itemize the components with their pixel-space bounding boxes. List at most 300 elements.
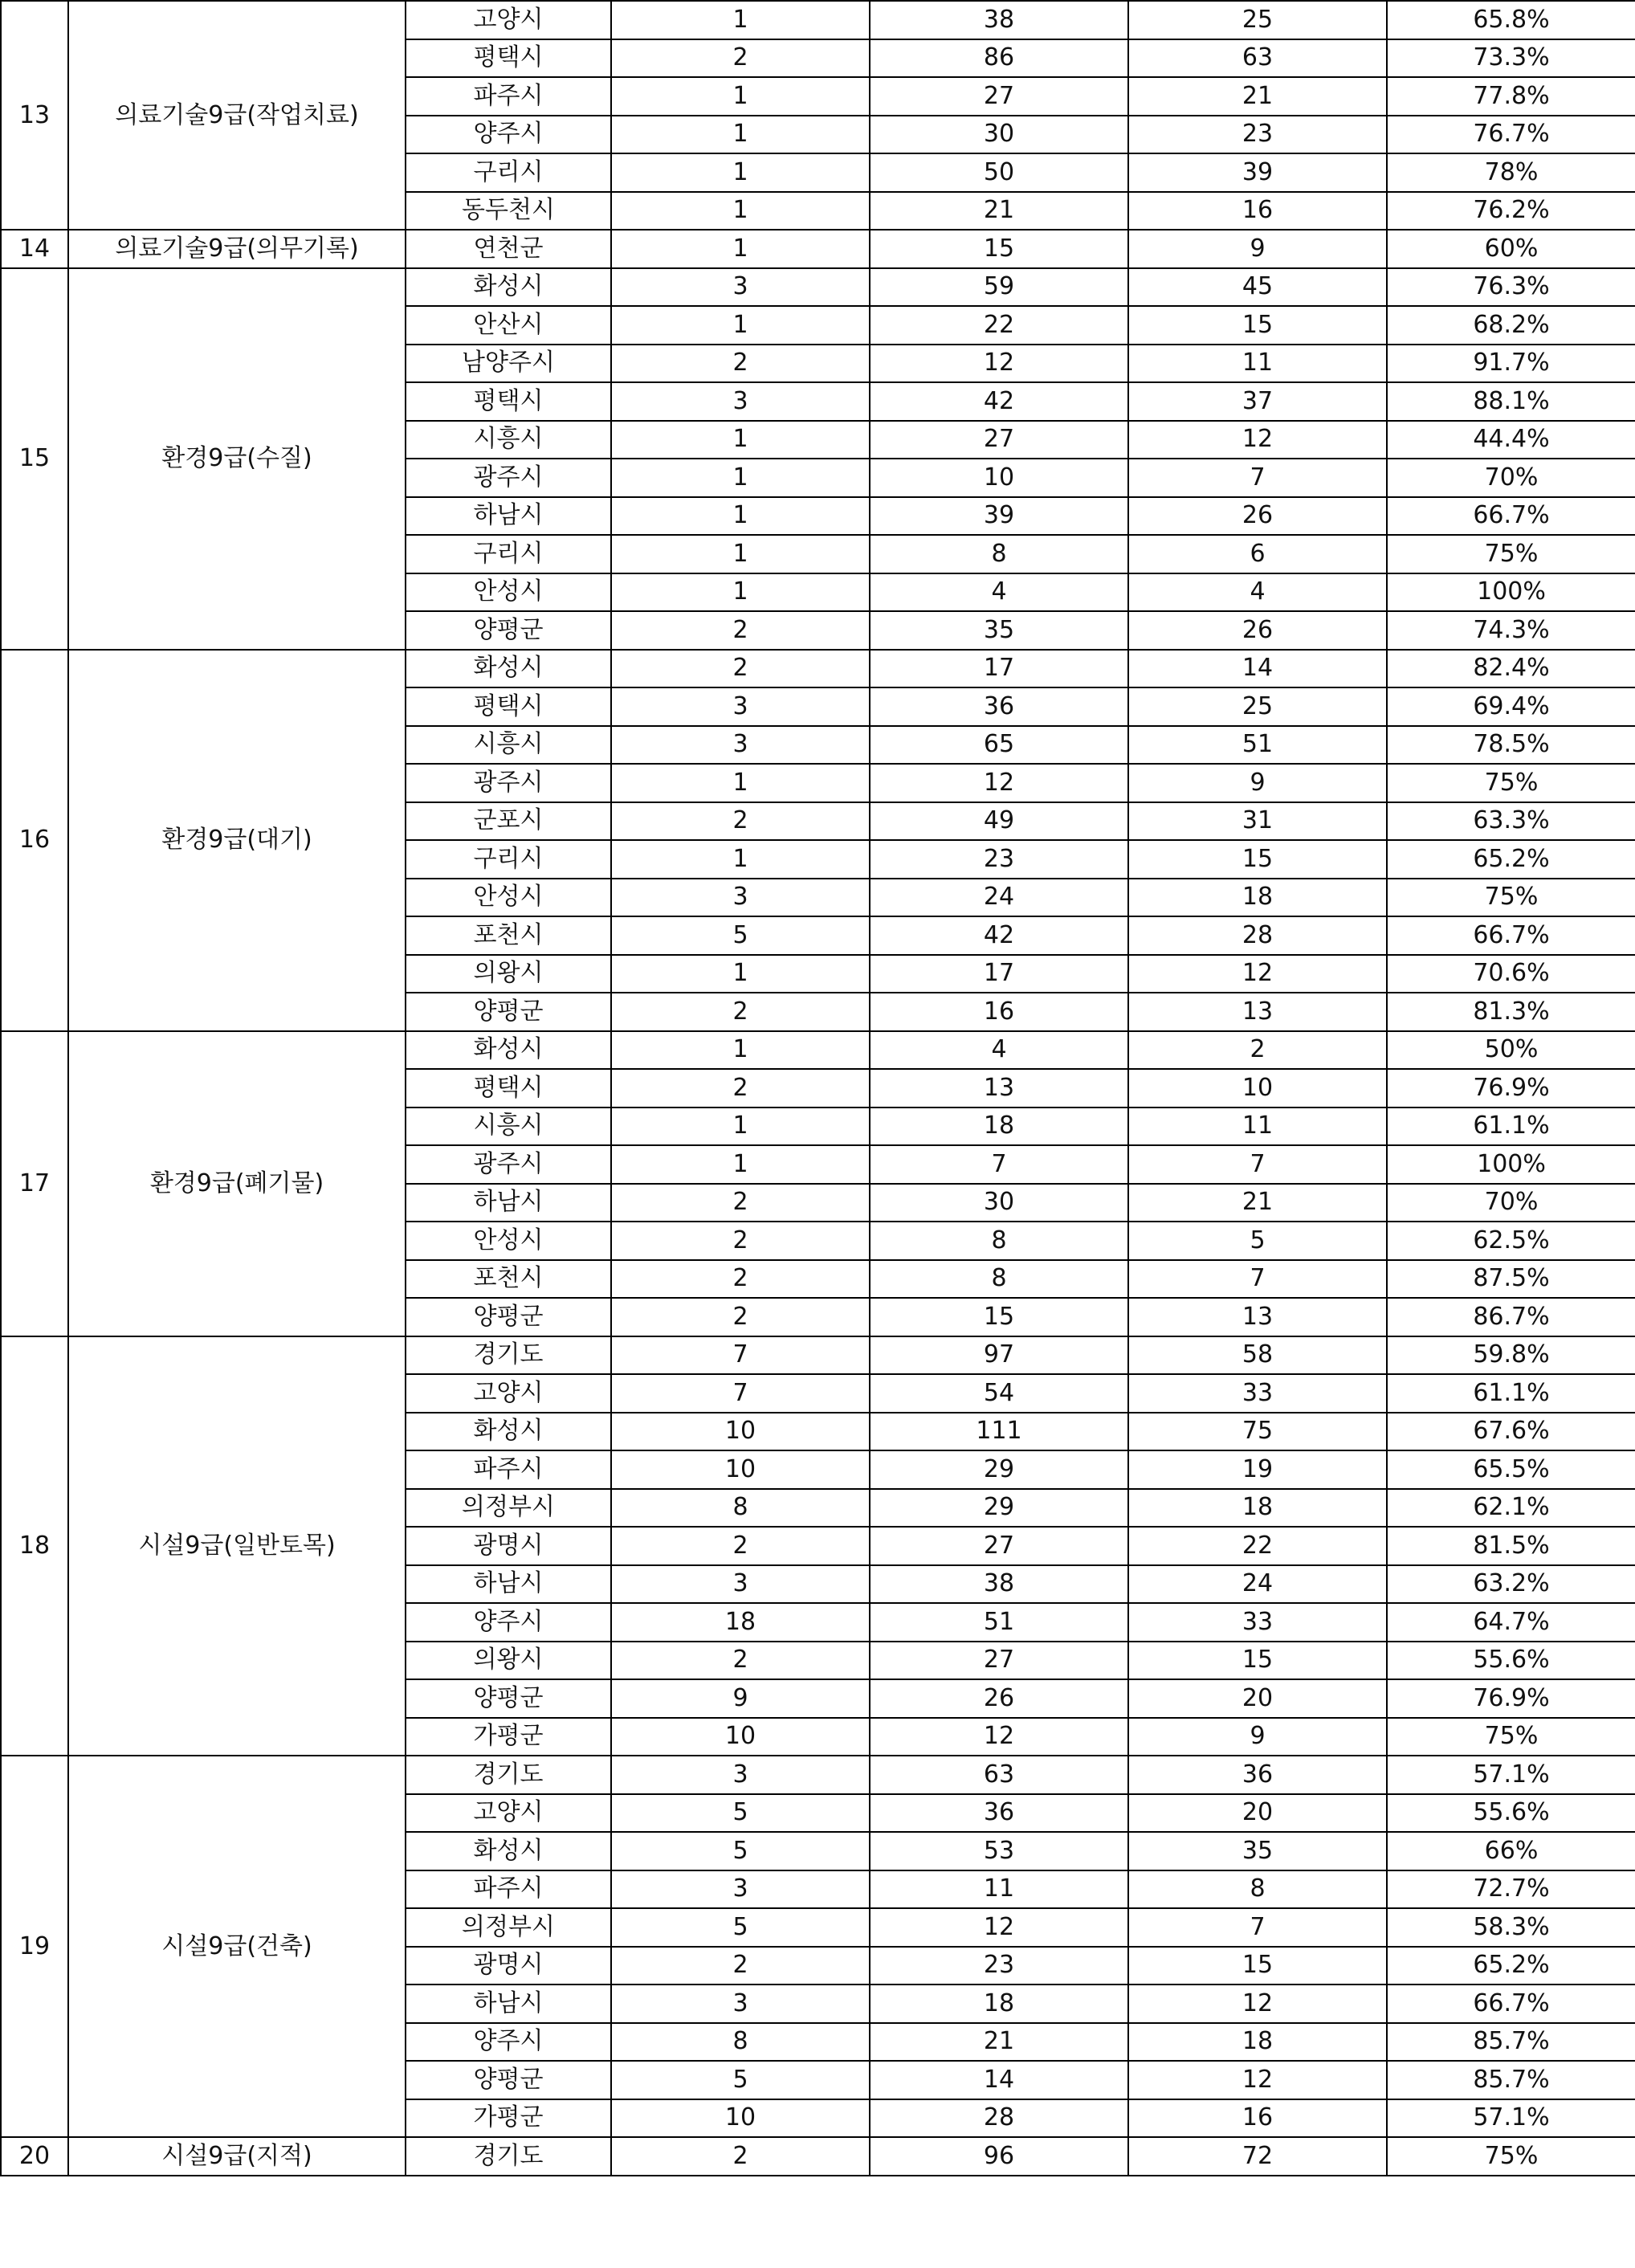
attendance-rate-cell: 58.3% xyxy=(1387,1908,1635,1947)
attendance-rate-cell: 63.2% xyxy=(1387,1565,1635,1604)
attendance-rate-cell: 63.3% xyxy=(1387,802,1635,841)
attendance-rate-cell: 66.7% xyxy=(1387,916,1635,955)
attendance-rate-cell: 81.5% xyxy=(1387,1527,1635,1565)
attendance-rate-cell: 75% xyxy=(1387,764,1635,802)
recruit-count-cell: 2 xyxy=(611,1298,870,1336)
applicant-count-cell: 17 xyxy=(870,650,1128,688)
region-cell: 광주시 xyxy=(406,764,611,802)
attendee-count-cell: 11 xyxy=(1128,345,1387,383)
applicant-count-cell: 27 xyxy=(870,1527,1128,1565)
region-cell: 하남시 xyxy=(406,1565,611,1604)
region-cell: 하남시 xyxy=(406,1184,611,1222)
recruit-count-cell: 1 xyxy=(611,153,870,192)
region-cell: 양평군 xyxy=(406,1298,611,1336)
recruit-count-cell: 2 xyxy=(611,1947,870,1985)
recruit-count-cell: 1 xyxy=(611,77,870,116)
attendee-count-cell: 4 xyxy=(1128,573,1387,612)
attendee-count-cell: 9 xyxy=(1128,230,1387,268)
applicant-count-cell: 21 xyxy=(870,192,1128,230)
region-cell: 하남시 xyxy=(406,497,611,536)
applicant-count-cell: 12 xyxy=(870,1908,1128,1947)
region-cell: 광주시 xyxy=(406,459,611,497)
attendee-count-cell: 8 xyxy=(1128,1870,1387,1909)
attendance-rate-cell: 55.6% xyxy=(1387,1794,1635,1833)
applicant-count-cell: 12 xyxy=(870,345,1128,383)
attendance-rate-cell: 64.7% xyxy=(1387,1603,1635,1642)
region-cell: 포천시 xyxy=(406,1260,611,1299)
attendance-rate-cell: 60% xyxy=(1387,230,1635,268)
attendance-rate-cell: 78.5% xyxy=(1387,726,1635,765)
region-cell: 포천시 xyxy=(406,916,611,955)
job-category-cell: 의료기술9급(작업치료) xyxy=(68,1,406,230)
region-cell: 의정부시 xyxy=(406,1908,611,1947)
attendee-count-cell: 15 xyxy=(1128,840,1387,879)
job-category-cell: 시설9급(건축) xyxy=(68,1756,406,2137)
region-cell: 양평군 xyxy=(406,993,611,1031)
recruit-count-cell: 7 xyxy=(611,1374,870,1413)
applicant-count-cell: 53 xyxy=(870,1832,1128,1870)
attendee-count-cell: 25 xyxy=(1128,1,1387,39)
region-cell: 평택시 xyxy=(406,687,611,726)
attendance-rate-cell: 76.7% xyxy=(1387,116,1635,154)
applicant-count-cell: 38 xyxy=(870,1,1128,39)
attendee-count-cell: 51 xyxy=(1128,726,1387,765)
region-cell: 의정부시 xyxy=(406,1489,611,1528)
recruit-count-cell: 10 xyxy=(611,1413,870,1451)
region-cell: 양주시 xyxy=(406,1603,611,1642)
attendee-count-cell: 35 xyxy=(1128,1832,1387,1870)
region-cell: 고양시 xyxy=(406,1374,611,1413)
recruit-count-cell: 10 xyxy=(611,1718,870,1756)
recruit-count-cell: 7 xyxy=(611,1336,870,1375)
applicant-count-cell: 24 xyxy=(870,879,1128,917)
applicant-count-cell: 59 xyxy=(870,268,1128,307)
recruit-count-cell: 5 xyxy=(611,1908,870,1947)
attendance-rate-cell: 66% xyxy=(1387,1832,1635,1870)
applicant-count-cell: 65 xyxy=(870,726,1128,765)
recruit-count-cell: 2 xyxy=(611,993,870,1031)
region-cell: 광주시 xyxy=(406,1145,611,1184)
attendee-count-cell: 28 xyxy=(1128,916,1387,955)
recruit-count-cell: 1 xyxy=(611,840,870,879)
recruit-count-cell: 8 xyxy=(611,2023,870,2062)
region-cell: 파주시 xyxy=(406,1870,611,1909)
recruit-count-cell: 3 xyxy=(611,1870,870,1909)
attendance-rate-cell: 75% xyxy=(1387,1718,1635,1756)
region-cell: 화성시 xyxy=(406,650,611,688)
attendance-rate-cell: 70.6% xyxy=(1387,955,1635,993)
attendee-count-cell: 7 xyxy=(1128,1145,1387,1184)
attendee-count-cell: 39 xyxy=(1128,153,1387,192)
table-row xyxy=(1,268,1635,307)
job-category-cell: 환경9급(수질) xyxy=(68,268,406,650)
attendee-count-cell: 12 xyxy=(1128,1984,1387,2023)
attendee-count-cell: 24 xyxy=(1128,1565,1387,1604)
attendee-count-cell: 21 xyxy=(1128,77,1387,116)
attendance-rate-cell: 75% xyxy=(1387,535,1635,573)
attendee-count-cell: 7 xyxy=(1128,1908,1387,1947)
recruit-count-cell: 2 xyxy=(611,1642,870,1680)
attendee-count-cell: 6 xyxy=(1128,535,1387,573)
applicant-count-cell: 42 xyxy=(870,916,1128,955)
applicant-count-cell: 4 xyxy=(870,573,1128,612)
attendee-count-cell: 16 xyxy=(1128,192,1387,230)
region-cell: 양평군 xyxy=(406,1679,611,1718)
applicant-count-cell: 51 xyxy=(870,1603,1128,1642)
attendee-count-cell: 72 xyxy=(1128,2137,1387,2176)
region-cell: 화성시 xyxy=(406,1832,611,1870)
region-cell: 구리시 xyxy=(406,153,611,192)
recruit-count-cell: 3 xyxy=(611,687,870,726)
applicant-count-cell: 30 xyxy=(870,1184,1128,1222)
attendee-count-cell: 25 xyxy=(1128,687,1387,726)
applicant-count-cell: 23 xyxy=(870,840,1128,879)
attendee-count-cell: 33 xyxy=(1128,1603,1387,1642)
recruit-count-cell: 2 xyxy=(611,1069,870,1107)
attendance-rate-cell: 73.3% xyxy=(1387,39,1635,78)
applicant-count-cell: 13 xyxy=(870,1069,1128,1107)
applicant-count-cell: 29 xyxy=(870,1450,1128,1489)
attendee-count-cell: 18 xyxy=(1128,1489,1387,1528)
attendee-count-cell: 2 xyxy=(1128,1031,1387,1070)
recruit-count-cell: 9 xyxy=(611,1679,870,1718)
attendance-rate-cell: 62.1% xyxy=(1387,1489,1635,1528)
attendance-rate-cell: 85.7% xyxy=(1387,2023,1635,2062)
applicant-count-cell: 97 xyxy=(870,1336,1128,1375)
applicant-count-cell: 36 xyxy=(870,1794,1128,1833)
attendance-rate-cell: 61.1% xyxy=(1387,1374,1635,1413)
attendee-count-cell: 31 xyxy=(1128,802,1387,841)
recruit-count-cell: 2 xyxy=(611,2137,870,2176)
attendance-rate-cell: 82.4% xyxy=(1387,650,1635,688)
attendance-rate-cell: 78% xyxy=(1387,153,1635,192)
applicant-count-cell: 16 xyxy=(870,993,1128,1031)
attendee-count-cell: 23 xyxy=(1128,116,1387,154)
attendee-count-cell: 19 xyxy=(1128,1450,1387,1489)
attendance-rate-cell: 61.1% xyxy=(1387,1107,1635,1146)
attendance-rate-cell: 72.7% xyxy=(1387,1870,1635,1909)
group-number-cell: 20 xyxy=(1,2137,68,2176)
region-cell: 안성시 xyxy=(406,1222,611,1260)
table-row xyxy=(1,650,1635,688)
attendee-count-cell: 13 xyxy=(1128,993,1387,1031)
region-cell: 시흥시 xyxy=(406,726,611,765)
region-cell: 안성시 xyxy=(406,879,611,917)
table-row xyxy=(1,2137,1635,2176)
job-category-cell: 환경9급(대기) xyxy=(68,650,406,1031)
region-cell: 화성시 xyxy=(406,268,611,307)
applicant-count-cell: 21 xyxy=(870,2023,1128,2062)
applicant-count-cell: 26 xyxy=(870,1679,1128,1718)
region-cell: 화성시 xyxy=(406,1031,611,1070)
attendance-rate-cell: 100% xyxy=(1387,1145,1635,1184)
attendee-count-cell: 58 xyxy=(1128,1336,1387,1375)
attendance-rate-cell: 62.5% xyxy=(1387,1222,1635,1260)
region-cell: 평택시 xyxy=(406,1069,611,1107)
attendance-rate-cell: 44.4% xyxy=(1387,421,1635,459)
attendee-count-cell: 18 xyxy=(1128,2023,1387,2062)
attendee-count-cell: 14 xyxy=(1128,650,1387,688)
attendance-rate-cell: 57.1% xyxy=(1387,2099,1635,2138)
applicant-count-cell: 111 xyxy=(870,1413,1128,1451)
group-number-cell: 19 xyxy=(1,1756,68,2137)
recruit-count-cell: 2 xyxy=(611,650,870,688)
region-cell: 파주시 xyxy=(406,1450,611,1489)
attendee-count-cell: 7 xyxy=(1128,1260,1387,1299)
region-cell: 경기도 xyxy=(406,1336,611,1375)
attendance-rate-cell: 66.7% xyxy=(1387,497,1635,536)
attendance-rate-cell: 88.1% xyxy=(1387,382,1635,421)
attendance-rate-cell: 59.8% xyxy=(1387,1336,1635,1375)
applicant-count-cell: 18 xyxy=(870,1107,1128,1146)
applicant-count-cell: 96 xyxy=(870,2137,1128,2176)
recruit-count-cell: 1 xyxy=(611,459,870,497)
attendee-count-cell: 7 xyxy=(1128,459,1387,497)
region-cell: 경기도 xyxy=(406,1756,611,1794)
recruit-count-cell: 18 xyxy=(611,1603,870,1642)
region-cell: 의왕시 xyxy=(406,955,611,993)
table-body xyxy=(1,1,1635,2176)
region-cell: 파주시 xyxy=(406,77,611,116)
attendance-rate-cell: 76.2% xyxy=(1387,192,1635,230)
recruit-count-cell: 10 xyxy=(611,2099,870,2138)
attendance-rate-cell: 65.2% xyxy=(1387,840,1635,879)
recruit-count-cell: 5 xyxy=(611,1794,870,1833)
attendance-rate-cell: 75% xyxy=(1387,2137,1635,2176)
attendance-rate-cell: 66.7% xyxy=(1387,1984,1635,2023)
applicant-count-cell: 4 xyxy=(870,1031,1128,1070)
attendee-count-cell: 16 xyxy=(1128,2099,1387,2138)
applicant-count-cell: 29 xyxy=(870,1489,1128,1528)
attendance-rate-cell: 76.9% xyxy=(1387,1069,1635,1107)
attendee-count-cell: 9 xyxy=(1128,764,1387,802)
recruit-count-cell: 5 xyxy=(611,1832,870,1870)
attendance-rate-cell: 87.5% xyxy=(1387,1260,1635,1299)
attendee-count-cell: 5 xyxy=(1128,1222,1387,1260)
job-category-cell: 환경9급(폐기물) xyxy=(68,1031,406,1336)
recruit-count-cell: 3 xyxy=(611,1984,870,2023)
region-cell: 평택시 xyxy=(406,382,611,421)
attendee-count-cell: 13 xyxy=(1128,1298,1387,1336)
attendance-rate-cell: 76.3% xyxy=(1387,268,1635,307)
group-number-cell: 13 xyxy=(1,1,68,230)
applicant-count-cell: 50 xyxy=(870,153,1128,192)
group-number-cell: 14 xyxy=(1,230,68,268)
attendee-count-cell: 12 xyxy=(1128,955,1387,993)
recruit-count-cell: 2 xyxy=(611,1260,870,1299)
applicant-count-cell: 17 xyxy=(870,955,1128,993)
attendee-count-cell: 11 xyxy=(1128,1107,1387,1146)
attendance-rate-cell: 77.8% xyxy=(1387,77,1635,116)
attendee-count-cell: 20 xyxy=(1128,1794,1387,1833)
group-number-cell: 18 xyxy=(1,1336,68,1756)
recruit-count-cell: 2 xyxy=(611,1184,870,1222)
region-cell: 동두천시 xyxy=(406,192,611,230)
recruit-count-cell: 1 xyxy=(611,421,870,459)
region-cell: 하남시 xyxy=(406,1984,611,2023)
region-cell: 구리시 xyxy=(406,840,611,879)
region-cell: 연천군 xyxy=(406,230,611,268)
recruit-count-cell: 1 xyxy=(611,1031,870,1070)
region-cell: 안성시 xyxy=(406,573,611,612)
attendee-count-cell: 10 xyxy=(1128,1069,1387,1107)
recruit-count-cell: 1 xyxy=(611,192,870,230)
attendance-rate-cell: 75% xyxy=(1387,879,1635,917)
table-row xyxy=(1,1756,1635,1794)
recruit-count-cell: 1 xyxy=(611,535,870,573)
region-cell: 광명시 xyxy=(406,1947,611,1985)
recruit-count-cell: 8 xyxy=(611,1489,870,1528)
job-category-cell: 시설9급(지적) xyxy=(68,2137,406,2176)
applicant-count-cell: 22 xyxy=(870,306,1128,345)
table-row xyxy=(1,230,1635,268)
attendee-count-cell: 15 xyxy=(1128,1642,1387,1680)
recruit-count-cell: 2 xyxy=(611,1527,870,1565)
applicant-count-cell: 42 xyxy=(870,382,1128,421)
attendee-count-cell: 26 xyxy=(1128,611,1387,650)
applicant-count-cell: 27 xyxy=(870,421,1128,459)
applicant-count-cell: 39 xyxy=(870,497,1128,536)
recruit-count-cell: 5 xyxy=(611,916,870,955)
region-cell: 양평군 xyxy=(406,611,611,650)
recruit-count-cell: 2 xyxy=(611,802,870,841)
group-number-cell: 17 xyxy=(1,1031,68,1336)
region-cell: 시흥시 xyxy=(406,421,611,459)
attendance-rate-cell: 65.2% xyxy=(1387,1947,1635,1985)
recruit-count-cell: 3 xyxy=(611,879,870,917)
applicant-count-cell: 10 xyxy=(870,459,1128,497)
recruit-count-cell: 1 xyxy=(611,1145,870,1184)
recruit-count-cell: 1 xyxy=(611,955,870,993)
applicant-count-cell: 30 xyxy=(870,116,1128,154)
region-cell: 가평군 xyxy=(406,2099,611,2138)
applicant-count-cell: 15 xyxy=(870,230,1128,268)
region-cell: 군포시 xyxy=(406,802,611,841)
recruit-count-cell: 3 xyxy=(611,726,870,765)
region-cell: 고양시 xyxy=(406,1,611,39)
applicant-count-cell: 12 xyxy=(870,1718,1128,1756)
recruit-count-cell: 1 xyxy=(611,497,870,536)
recruit-count-cell: 1 xyxy=(611,764,870,802)
applicant-count-cell: 8 xyxy=(870,1260,1128,1299)
attendance-rate-cell: 91.7% xyxy=(1387,345,1635,383)
applicant-count-cell: 23 xyxy=(870,1947,1128,1985)
recruit-count-cell: 5 xyxy=(611,2061,870,2099)
recruit-count-cell: 1 xyxy=(611,230,870,268)
attendance-rate-cell: 55.6% xyxy=(1387,1642,1635,1680)
recruit-count-cell: 1 xyxy=(611,1107,870,1146)
attendee-count-cell: 63 xyxy=(1128,39,1387,78)
attendee-count-cell: 9 xyxy=(1128,1718,1387,1756)
recruit-count-cell: 1 xyxy=(611,116,870,154)
attendee-count-cell: 75 xyxy=(1128,1413,1387,1451)
applicant-count-cell: 63 xyxy=(870,1756,1128,1794)
attendance-rate-cell: 81.3% xyxy=(1387,993,1635,1031)
attendee-count-cell: 45 xyxy=(1128,268,1387,307)
table-row xyxy=(1,1,1635,39)
attendance-rate-cell: 65.5% xyxy=(1387,1450,1635,1489)
recruit-count-cell: 3 xyxy=(611,1565,870,1604)
region-cell: 남양주시 xyxy=(406,345,611,383)
table-row xyxy=(1,1336,1635,1375)
attendance-rate-cell: 67.6% xyxy=(1387,1413,1635,1451)
attendance-rate-cell: 68.2% xyxy=(1387,306,1635,345)
region-cell: 화성시 xyxy=(406,1413,611,1451)
recruit-count-cell: 2 xyxy=(611,39,870,78)
attendance-rate-cell: 100% xyxy=(1387,573,1635,612)
attendance-rate-cell: 70% xyxy=(1387,1184,1635,1222)
applicant-count-cell: 7 xyxy=(870,1145,1128,1184)
applicant-count-cell: 8 xyxy=(870,1222,1128,1260)
applicant-count-cell: 27 xyxy=(870,1642,1128,1680)
attendance-rate-cell: 76.9% xyxy=(1387,1679,1635,1718)
applicant-count-cell: 49 xyxy=(870,802,1128,841)
attendance-rate-cell: 85.7% xyxy=(1387,2061,1635,2099)
attendee-count-cell: 26 xyxy=(1128,497,1387,536)
recruit-count-cell: 10 xyxy=(611,1450,870,1489)
attendee-count-cell: 22 xyxy=(1128,1527,1387,1565)
attendance-rate-cell: 70% xyxy=(1387,459,1635,497)
applicant-count-cell: 14 xyxy=(870,2061,1128,2099)
region-cell: 광명시 xyxy=(406,1527,611,1565)
attendee-count-cell: 21 xyxy=(1128,1184,1387,1222)
region-cell: 안산시 xyxy=(406,306,611,345)
recruit-count-cell: 3 xyxy=(611,382,870,421)
applicant-count-cell: 86 xyxy=(870,39,1128,78)
recruit-count-cell: 3 xyxy=(611,268,870,307)
applicant-count-cell: 27 xyxy=(870,77,1128,116)
table-row xyxy=(1,1031,1635,1070)
region-cell: 시흥시 xyxy=(406,1107,611,1146)
applicant-count-cell: 8 xyxy=(870,535,1128,573)
region-cell: 양주시 xyxy=(406,2023,611,2062)
region-cell: 양주시 xyxy=(406,116,611,154)
region-cell: 양평군 xyxy=(406,2061,611,2099)
attendee-count-cell: 15 xyxy=(1128,306,1387,345)
recruit-count-cell: 1 xyxy=(611,306,870,345)
region-cell: 고양시 xyxy=(406,1794,611,1833)
attendee-count-cell: 20 xyxy=(1128,1679,1387,1718)
applicant-count-cell: 38 xyxy=(870,1565,1128,1604)
group-number-cell: 15 xyxy=(1,268,68,650)
job-category-cell: 의료기술9급(의무기록) xyxy=(68,230,406,268)
attendance-rate-cell: 69.4% xyxy=(1387,687,1635,726)
applicant-count-cell: 11 xyxy=(870,1870,1128,1909)
attendee-count-cell: 15 xyxy=(1128,1947,1387,1985)
applicant-count-cell: 54 xyxy=(870,1374,1128,1413)
attendee-count-cell: 33 xyxy=(1128,1374,1387,1413)
attendance-rate-cell: 50% xyxy=(1387,1031,1635,1070)
region-cell: 평택시 xyxy=(406,39,611,78)
attendance-rate-cell: 65.8% xyxy=(1387,1,1635,39)
attendee-count-cell: 12 xyxy=(1128,421,1387,459)
applicant-count-cell: 12 xyxy=(870,764,1128,802)
attendee-count-cell: 37 xyxy=(1128,382,1387,421)
applicant-count-cell: 36 xyxy=(870,687,1128,726)
recruit-count-cell: 3 xyxy=(611,1756,870,1794)
attendee-count-cell: 12 xyxy=(1128,2061,1387,2099)
recruit-count-cell: 1 xyxy=(611,573,870,612)
attendance-rate-cell: 57.1% xyxy=(1387,1756,1635,1794)
region-cell: 가평군 xyxy=(406,1718,611,1756)
attendee-count-cell: 36 xyxy=(1128,1756,1387,1794)
attendance-rate-cell: 86.7% xyxy=(1387,1298,1635,1336)
group-number-cell: 16 xyxy=(1,650,68,1031)
recruit-count-cell: 1 xyxy=(611,1,870,39)
region-cell: 의왕시 xyxy=(406,1642,611,1680)
region-cell: 구리시 xyxy=(406,535,611,573)
region-cell: 경기도 xyxy=(406,2137,611,2176)
